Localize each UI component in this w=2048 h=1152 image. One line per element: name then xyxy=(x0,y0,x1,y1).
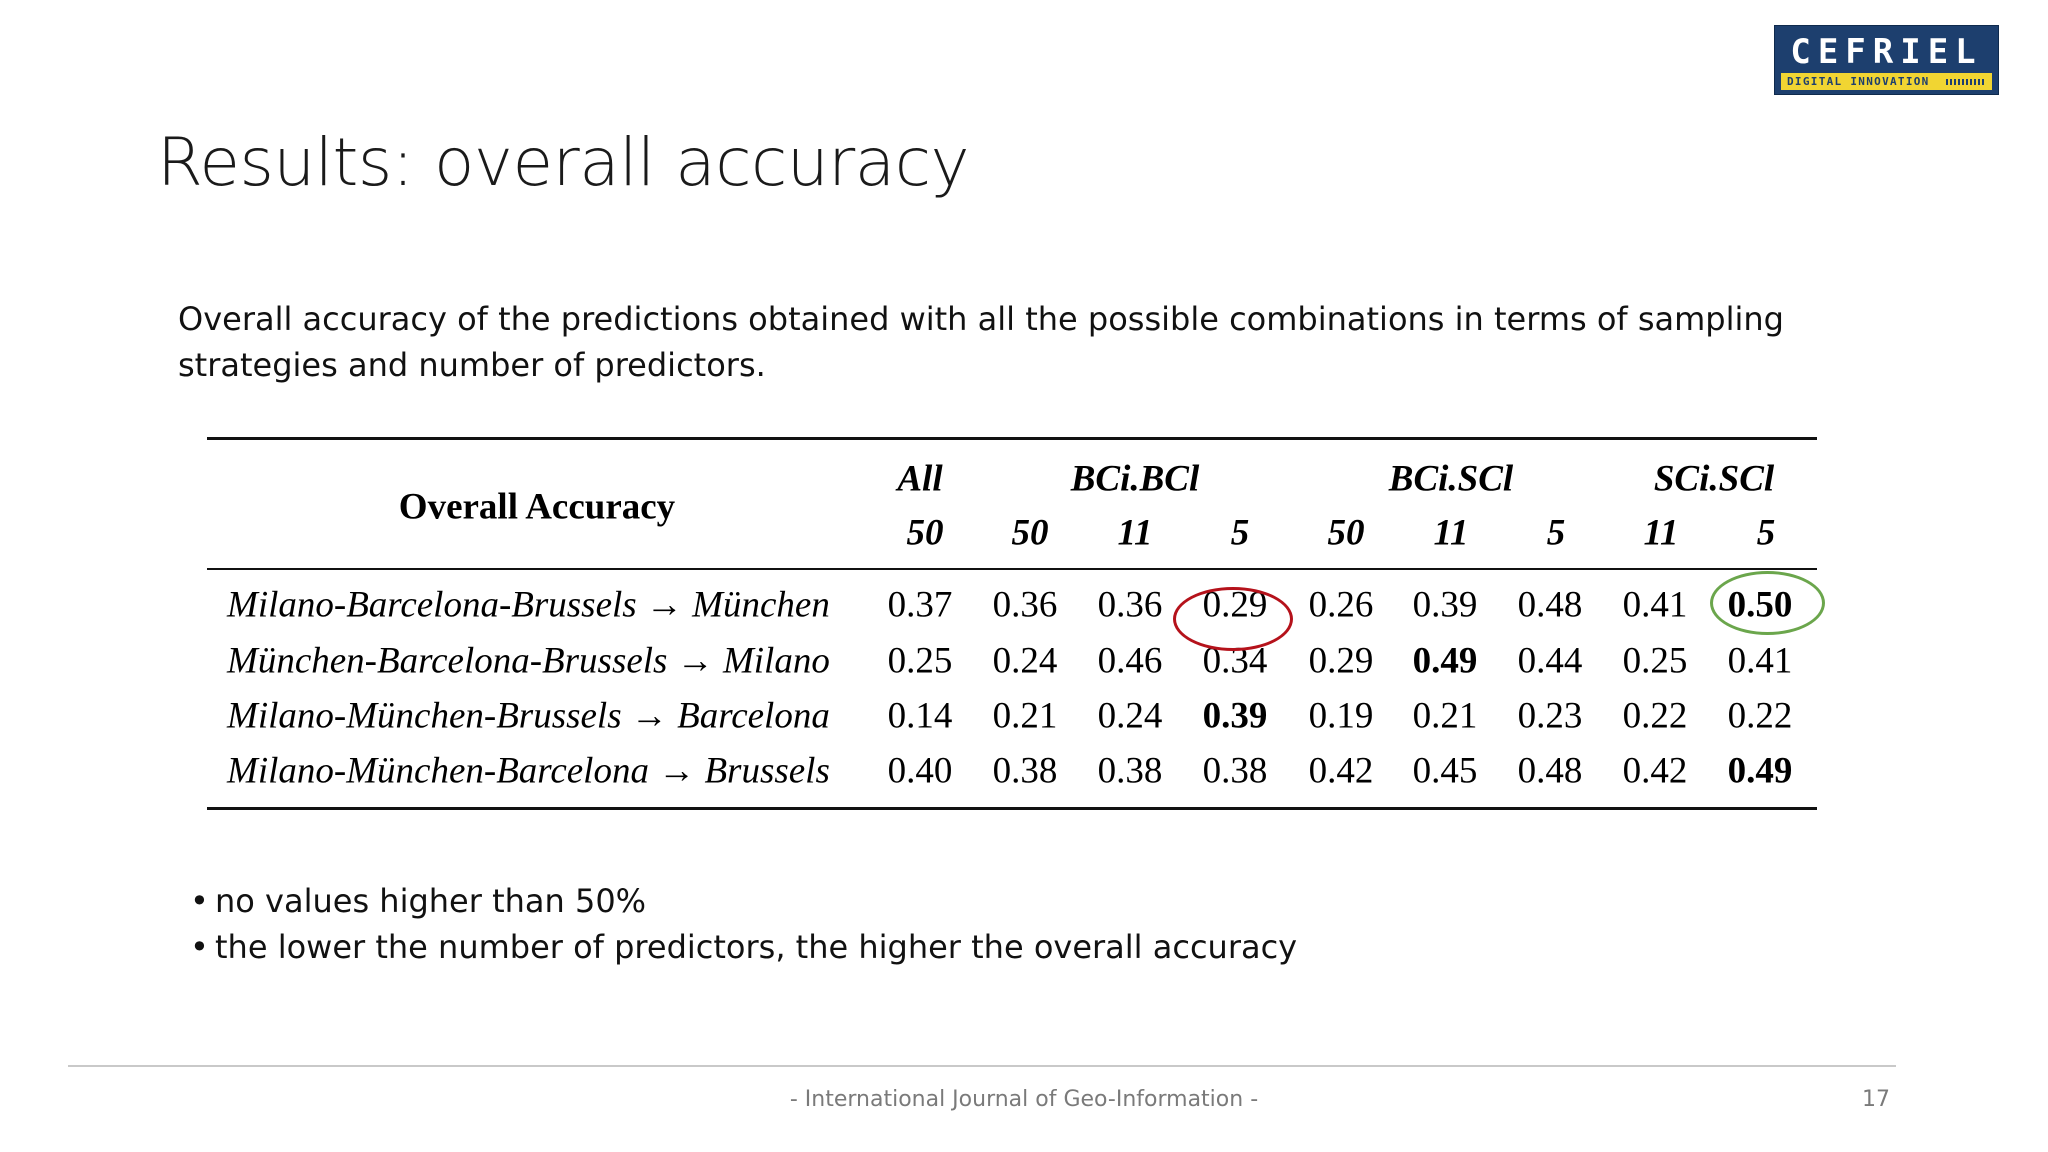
accuracy-cell: 0.38 xyxy=(1097,750,1163,792)
accuracy-cell: 0.21 xyxy=(992,695,1058,737)
accuracy-cell: 0.25 xyxy=(1622,640,1688,682)
sub-header: 50 xyxy=(906,512,944,554)
logo-tagline: DIGITAL INNOVATION xyxy=(1787,75,1930,88)
accuracy-cell: 0.40 xyxy=(887,750,953,792)
accuracy-cell: 0.38 xyxy=(1202,750,1268,792)
accuracy-table xyxy=(207,437,1817,810)
table-caption: Overall accuracy of the predictions obtained with all the possible combinations in terms of sampling strategies and number of predictors. xyxy=(178,300,1784,384)
sub-header: 50 xyxy=(1011,512,1049,554)
accuracy-cell: 0.45 xyxy=(1412,750,1478,792)
logo-wordmark: CEFRIEL xyxy=(1790,32,1983,72)
accuracy-cell: 0.23 xyxy=(1517,695,1583,737)
sub-header: 5 xyxy=(1546,512,1566,554)
accuracy-cell: 0.24 xyxy=(1097,695,1163,737)
sub-header: 5 xyxy=(1756,512,1776,554)
table-top-rule xyxy=(207,437,1817,440)
accuracy-cell: 0.49 xyxy=(1412,640,1478,682)
sub-header: 11 xyxy=(1117,512,1153,554)
table-bottom-rule xyxy=(207,807,1817,810)
accuracy-cell: 0.19 xyxy=(1308,695,1374,737)
accuracy-cell: 0.29 xyxy=(1202,584,1268,626)
accuracy-cell: 0.50 xyxy=(1727,584,1793,626)
accuracy-cell: 0.44 xyxy=(1517,640,1583,682)
accuracy-cell: 0.22 xyxy=(1622,695,1688,737)
accuracy-cell: 0.48 xyxy=(1517,584,1583,626)
accuracy-cell: 0.37 xyxy=(887,584,953,626)
table-header-rule xyxy=(207,568,1817,570)
accuracy-cell: 0.14 xyxy=(887,695,953,737)
accuracy-cell: 0.38 xyxy=(992,750,1058,792)
observation-list xyxy=(190,878,1297,970)
accuracy-cell: 0.26 xyxy=(1308,584,1374,626)
page-number: 17 xyxy=(1862,1087,1890,1112)
accuracy-cell: 0.21 xyxy=(1412,695,1478,737)
cefriel-logo xyxy=(1774,25,1999,95)
sub-header: 5 xyxy=(1230,512,1250,554)
accuracy-cell: 0.42 xyxy=(1308,750,1374,792)
logo-secondary-mark xyxy=(1946,79,1986,85)
group-header-all: All xyxy=(897,458,943,500)
row-label: Milano-Barcelona-Brussels → München xyxy=(227,584,830,626)
observation-item: • no values higher than 50% xyxy=(190,878,1297,924)
accuracy-cell: 0.42 xyxy=(1622,750,1688,792)
accuracy-cell: 0.39 xyxy=(1412,584,1478,626)
accuracy-cell: 0.29 xyxy=(1308,640,1374,682)
sub-header: 50 xyxy=(1327,512,1365,554)
accuracy-cell: 0.22 xyxy=(1727,695,1793,737)
footer-divider xyxy=(68,1065,1896,1067)
accuracy-cell: 0.41 xyxy=(1622,584,1688,626)
accuracy-cell: 0.34 xyxy=(1202,640,1268,682)
row-label: München-Barcelona-Brussels → Milano xyxy=(227,640,830,682)
accuracy-cell: 0.36 xyxy=(1097,584,1163,626)
accuracy-cell: 0.24 xyxy=(992,640,1058,682)
row-label: Milano-München-Brussels → Barcelona xyxy=(227,695,830,737)
accuracy-cell: 0.39 xyxy=(1202,695,1268,737)
sub-header: 11 xyxy=(1643,512,1679,554)
group-header-sci-scl: SCi.SCl xyxy=(1653,458,1775,500)
table-corner-label: Overall Accuracy xyxy=(398,486,676,528)
accuracy-cell: 0.46 xyxy=(1097,640,1163,682)
slide-title: Results: overall accuracy xyxy=(157,124,970,201)
footer-journal: - International Journal of Geo-Information - xyxy=(789,1087,1259,1112)
observation-item: • the lower the number of predictors, the higher the overall accuracy xyxy=(190,924,1297,970)
accuracy-cell: 0.48 xyxy=(1517,750,1583,792)
group-header-bci-bcl: BCi.BCl xyxy=(1070,458,1200,500)
accuracy-cell: 0.49 xyxy=(1727,750,1793,792)
accuracy-cell: 0.36 xyxy=(992,584,1058,626)
group-header-bci-scl: BCi.SCl xyxy=(1388,458,1514,500)
accuracy-cell: 0.25 xyxy=(887,640,953,682)
sub-header: 11 xyxy=(1433,512,1469,554)
row-label: Milano-München-Barcelona → Brussels xyxy=(227,750,830,792)
accuracy-cell: 0.41 xyxy=(1727,640,1793,682)
